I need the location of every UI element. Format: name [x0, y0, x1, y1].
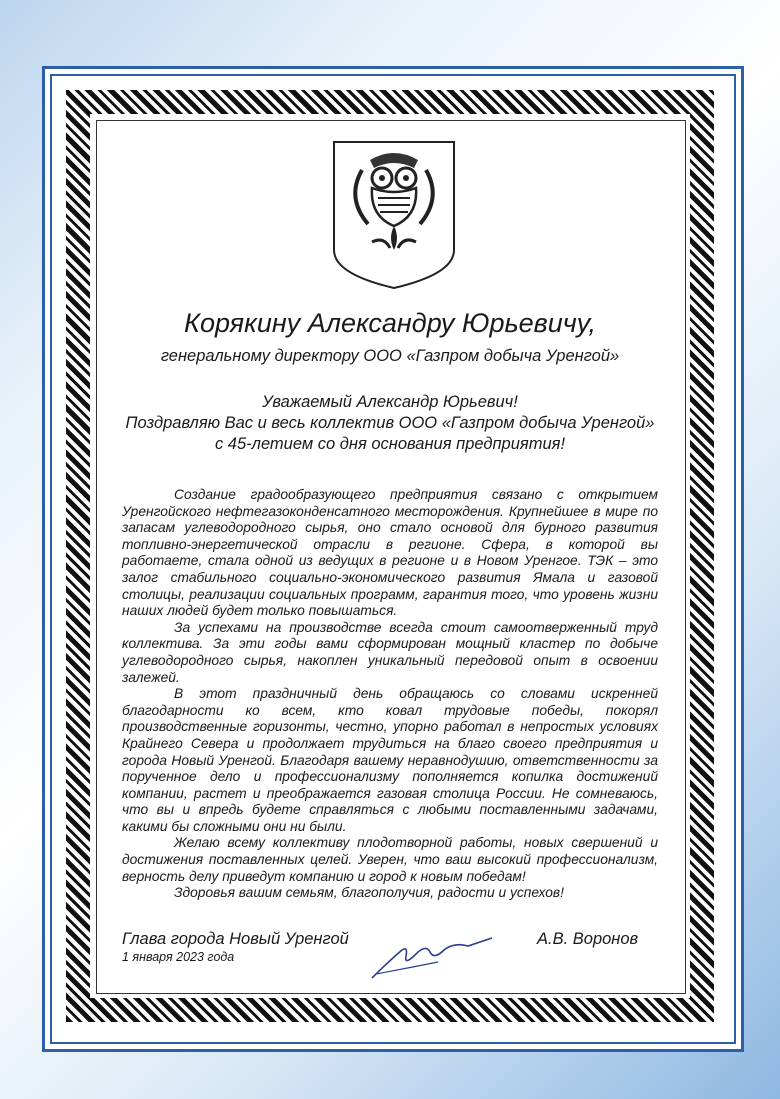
- owl-coat-of-arms-icon: [332, 138, 456, 290]
- signer-title: Глава города Новый Уренгой: [122, 930, 349, 948]
- salutation: Уважаемый Александр Юрьевич!: [262, 393, 518, 411]
- addressee-position: генеральному директору ООО «Газпром добыча Уренгой»: [160, 347, 620, 365]
- congratulation-line: с 45-летием со дня основания предприятия!: [214, 435, 566, 453]
- body-paragraph: За успехами на производстве всегда стоит самоотверженный труд коллектива. За эти годы вами сформирован мощный кластер по добыче углеводородного сырья, накоплен уникальный передовой опыт в освоении залежей.: [122, 619, 658, 685]
- signer-name: А.В. Воронов: [537, 930, 639, 948]
- greeting-block: [100, 392, 680, 455]
- addressee-name: Корякину Александру Юрьевичу,: [184, 308, 596, 338]
- body-paragraph: Создание градообразующего предприятия связано с открытием Уренгойского нефтегазоконденсатного месторождения. Крупнейшее в мире по запасам углеводородного сырья, оно стало основой для бурного развития топливно-энергетической отрасли в регионе. Сфера, в которой вы работаете, стала одной из ведущих в регионе и в Новом Уренгое. ТЭК – это залог стабильного социально-экономического развития Ямала и газовой столицы, реализации социальных программ, гарантия того, что уровень жизни наших людей будет только повышаться.: [122, 487, 658, 619]
- handwritten-signature-icon: [368, 932, 498, 982]
- body-paragraph: Желаю всему коллективу плодотворной работы, новых свершений и достижения поставленных целей. Уверен, что ваш высокий профессионализм, верность делу приведут компанию и город к новым победам!: [122, 835, 658, 884]
- congratulation-line: Поздравляю Вас и весь коллектив ООО «Газпром добыча Уренгой»: [125, 414, 655, 432]
- body-paragraph: Здоровья вашим семьям, благополучия, радости и успехов!: [174, 885, 564, 901]
- letter-date: 1 января 2023 года: [122, 950, 235, 964]
- letter-body: [122, 487, 658, 902]
- body-paragraph: В этот праздничный день обращаюсь со словами искренней благодарности ко всем, кто ковал трудовые победы, покорял производственные горизонты, честно, упорно работал в непростых условиях Крайнего Севера и продолжает трудиться на благо своего предприятия и города Новый Уренгой. Благодаря вашему неравнодушию, ответственности за порученное дело и профессионализму пополняется копилка достижений компании, растет и преображается газовая столица России. Не сомневаюсь, что вы и впредь будете справляться с любыми поставленными задачами, какими бы сложными они ни были.: [122, 686, 658, 834]
